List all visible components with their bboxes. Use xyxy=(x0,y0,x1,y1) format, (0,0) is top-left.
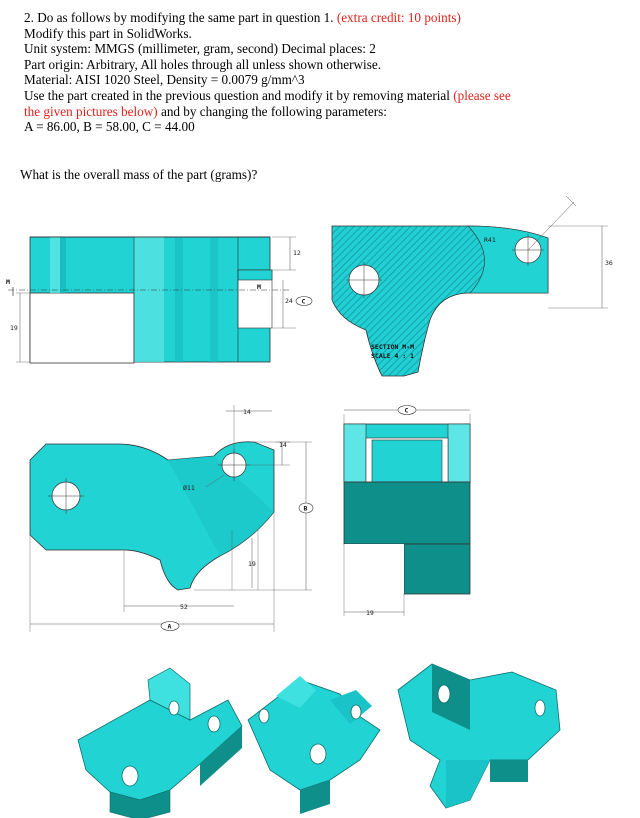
section-view xyxy=(332,196,613,376)
isometric-view-1 xyxy=(78,668,242,818)
front-label-m-left: M xyxy=(6,278,10,286)
top-view xyxy=(30,405,313,632)
problem-line-3: Unit system: MMGS (millimeter, gram, second) Decimal places: 2 xyxy=(24,41,376,57)
top-label-b: B xyxy=(303,504,308,513)
problem-line-5: Material: AISI 1020 Steel, Density = 0.0079 g/mm^3 xyxy=(24,72,305,88)
extra-credit-note: (extra credit: 10 points) xyxy=(336,10,461,25)
top-dim-19: 19 xyxy=(248,560,256,568)
top-dim-14-horizontal: 14 xyxy=(243,408,251,416)
front-view xyxy=(6,237,312,363)
isometric-view-3 xyxy=(398,664,560,808)
question-text: What is the overall mass of the part (grams)? xyxy=(20,167,258,182)
top-dim-52: 52 xyxy=(180,603,188,611)
front-dim-24: 24 xyxy=(285,297,293,305)
section-scale: SCALE 4 : 1 xyxy=(371,352,415,360)
front-label-c: C xyxy=(301,297,306,306)
section-title: SECTION M-M xyxy=(371,343,415,351)
problem-line-4: Part origin: Arbitrary, All holes through all unless shown otherwise. xyxy=(24,56,381,72)
problem-line-2: Modify this part in SolidWorks. xyxy=(24,25,192,41)
isometric-view-2 xyxy=(248,676,380,814)
section-dim-r41: R41 xyxy=(484,236,496,244)
side-dim-19: 19 xyxy=(366,609,374,617)
section-dim-36: 36 xyxy=(605,259,613,267)
side-label-c: C xyxy=(404,406,409,415)
top-dim-diameter: Ø11 xyxy=(183,484,195,492)
problem-line-1: 2. Do as follows by modifying the same part in question 1. (extra credit: 10 points) xyxy=(24,10,461,25)
top-label-a: A xyxy=(167,622,172,631)
front-label-m-right: M xyxy=(257,283,261,291)
problem-line-7: the given pictures below) and by changing the following parameters: xyxy=(24,103,387,119)
top-dim-14-vertical: 14 xyxy=(279,441,287,449)
side-view xyxy=(344,406,470,618)
problem-line-8: A = 86.00, B = 58.00, C = 44.00 xyxy=(24,119,195,135)
front-dim-19: 19 xyxy=(10,324,18,332)
front-dim-12: 12 xyxy=(293,249,301,257)
problem-line-6: Use the part created in the previous question and modify it by removing material (please see xyxy=(24,87,511,103)
